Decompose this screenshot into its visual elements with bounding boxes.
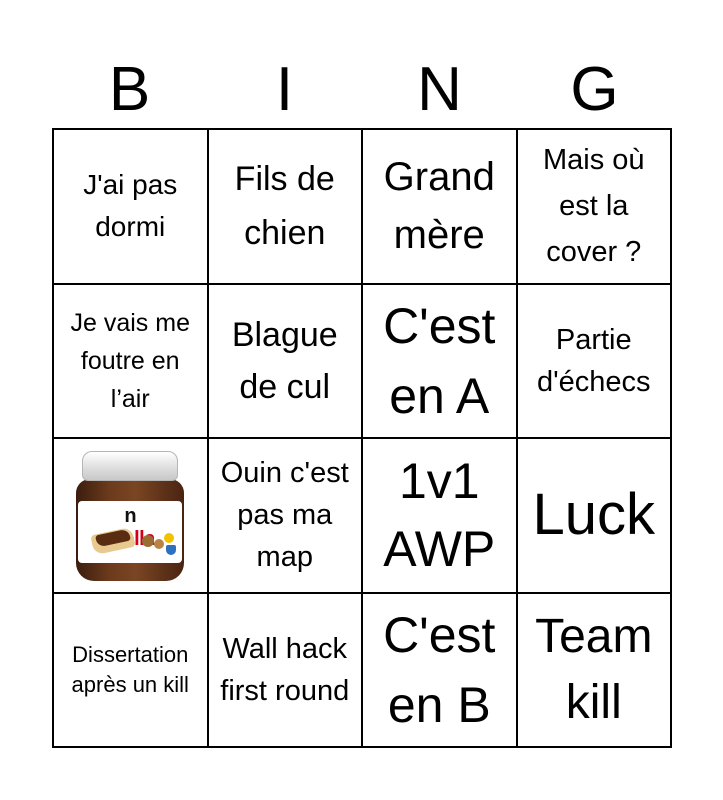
cell-text: C'est en B — [383, 606, 496, 733]
cell-text: Blague de cul — [231, 315, 338, 406]
bingo-cell[interactable] — [54, 594, 209, 749]
bingo-cell[interactable] — [363, 594, 518, 749]
bingo-cell[interactable] — [209, 594, 364, 749]
cell-text: C'est en A — [383, 297, 496, 424]
bingo-cell[interactable] — [363, 130, 518, 285]
bingo-cell[interactable] — [518, 439, 673, 594]
bingo-cell[interactable] — [209, 439, 364, 594]
bingo-cell[interactable] — [363, 285, 518, 440]
bingo-cell[interactable] — [518, 594, 673, 749]
bingo-header — [52, 52, 672, 128]
cell-text: J'ai pas dormi — [83, 169, 178, 243]
bingo-cell[interactable] — [54, 130, 209, 285]
header-letter-g: G — [570, 55, 619, 124]
header-letter-n: N — [417, 55, 462, 124]
bingo-board — [52, 128, 672, 748]
nutella-jar-image — [74, 445, 186, 585]
cell-text: Mais où est la cover ? — [542, 144, 645, 269]
cell-text: Grand mère — [383, 155, 495, 258]
cell-text: Ouin c'est pas ma map — [220, 457, 349, 574]
bingo-cell[interactable] — [518, 130, 673, 285]
bingo-cell[interactable] — [209, 285, 364, 440]
cell-text: Fils de chien — [234, 160, 335, 253]
bingo-cell[interactable] — [54, 285, 209, 440]
cell-text: Luck — [532, 482, 655, 548]
bingo-cell[interactable] — [518, 285, 673, 440]
cell-text: Team kill — [535, 609, 653, 729]
bingo-cell[interactable] — [363, 439, 518, 594]
header-letter-i: I — [275, 55, 294, 124]
cell-text: Je vais me foutre en l’air — [70, 308, 190, 413]
jar-brand-logo: n — [124, 505, 137, 528]
cell-text: 1v1 AWP — [383, 453, 496, 578]
header-letter-b: B — [108, 55, 151, 124]
cell-text: Wall hack first round — [220, 632, 350, 707]
cell-text: Partie d'échecs — [536, 323, 651, 398]
bingo-cell-image[interactable] — [54, 439, 209, 594]
cell-text: Dissertation après un kill — [71, 641, 189, 697]
bingo-cell[interactable] — [209, 130, 364, 285]
